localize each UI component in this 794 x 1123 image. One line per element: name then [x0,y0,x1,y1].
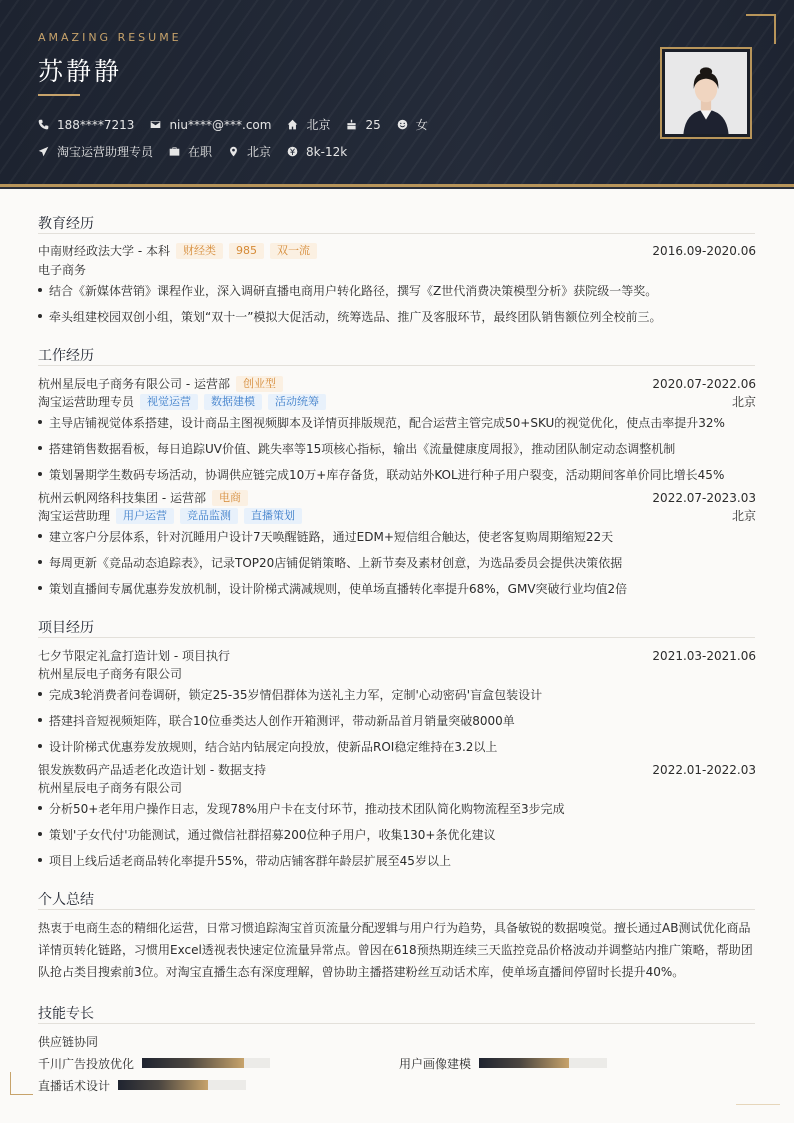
section-divider [38,637,755,638]
section-divider [38,909,755,910]
salary-value: 8k-12k [306,144,348,159]
section-divider [38,365,755,366]
skill-name: 直播话术设计 [38,1079,111,1093]
salary-info [287,145,347,159]
job-row [38,143,363,160]
candidate-name: 苏静静 [38,57,123,86]
role-tag: 用户运营 [116,508,174,524]
project-org: 杭州星辰电子商务有限公司 [38,781,183,795]
role-tag: 视觉运营 [140,394,198,410]
summary-line: 详情页转化链路，习惯用Excel透视表快速定位流量异常点。曾因在618预热期连续三天监控竞品价格波动并调整站内推广策略，帮助团 [38,943,753,957]
skill-bar-fill [118,1080,208,1090]
gender-info [397,116,428,133]
project-dates: 2022.01-2022.03 [652,762,756,777]
home-info [287,116,330,133]
phone-info [38,118,134,132]
list-item: 搭建销售数据看板，每日追踪UV价值、跳失率等15项核心指标，输出《流量健康度周报》，推动团队制定动态调整机制 [38,440,756,457]
project-header [38,647,756,664]
section-title-projects: 项目经历 [38,620,94,636]
list-item: 完成3轮消费者问卷调研，锁定25-35岁情侣群体为送礼主力军，定制'心动密码'盲盒包装设计 [38,686,756,703]
project-dates: 2021.03-2021.06 [652,648,756,663]
list-item: 策划'子女代付'功能测试，通过微信社群招募200位种子用户，收集130+条优化建议 [38,826,756,843]
list-item: 每周更新《竞品动态追踪表》，记录TOP20店铺促销策略、上新节奏及素材创意，为选品委员会提供决策依据 [38,554,756,571]
skill-bar [479,1058,607,1068]
resume-tagline: AMAZING RESUME [38,31,182,44]
phone-value: 188****7213 [57,117,135,132]
role-tag: 数据建模 [204,394,262,410]
briefcase-icon [169,146,180,157]
section-title-summary: 个人总结 [38,892,94,908]
major-row [38,261,756,278]
summary-line: 热衷于电商生态的精细化运营，日常习惯追踪淘宝首页流量分配逻辑与用户行为趋势，具备敏锐的数据嗅觉。擅长通过AB测试优化商品 [38,921,751,935]
list-item: 策划暑期学生数码专场活动，协调供应链完成10万+库存备货，联动站外KOL进行种子用户裂变，活动期间客单价同比增长45% [38,466,756,483]
smile-icon [397,119,408,130]
home-value: 北京 [306,118,331,132]
summary-paragraph [38,917,756,983]
name-underline [38,94,80,96]
list-item: 策划直播间专属优惠券发放机制，设计阶梯式满减规则，使单场直播转化率提升68%，GMV突破行业均值2倍 [38,580,756,597]
school-name: 中南财经政法大学 - 本科 [38,244,170,258]
section-title-skills: 技能专长 [38,1006,94,1022]
section-divider [38,1023,755,1024]
skill-bar [118,1080,246,1090]
role-row [38,507,756,524]
skill-name: 千川广告投放优化 [38,1057,135,1071]
list-item: 项目上线后适老商品转化率提升55%，带动店铺客群年龄层扩展至45岁以上 [38,852,756,869]
section-title-work: 工作经历 [38,348,94,364]
email-value: niu****@***.com [169,117,272,132]
contact-row [38,116,444,133]
role-name: 淘宝运营助理 [38,509,111,523]
company-tag: 电商 [212,490,248,506]
role-tag: 活动统筹 [268,394,326,410]
section-title-education: 教育经历 [38,216,94,232]
mail-icon [150,119,161,130]
age-value: 25 [365,117,381,132]
home-icon [287,119,298,130]
age-info [346,118,380,132]
job-header [38,489,756,506]
avatar [660,47,752,139]
project-org: 杭州星辰电子商务有限公司 [38,667,183,681]
send-icon [38,146,49,157]
job-dates: 2020.07-2022.06 [652,376,756,391]
location-value: 北京 [247,145,272,159]
job-value: 淘宝运营助理专员 [57,145,154,159]
location-info [228,143,271,160]
job-header [38,375,756,392]
status-info [169,143,212,160]
project-org-row [38,665,756,682]
coin-icon [287,146,298,157]
corner-ornament [746,14,776,44]
skill-bar-fill [142,1058,244,1068]
list-item: 设计阶梯式优惠券发放规则，结合站内钻展定向投放，使新品ROI稳定维持在3.2以上 [38,738,756,755]
company-tag: 创业型 [236,376,283,392]
map-pin-icon [228,146,239,157]
major-name: 电子商务 [38,263,87,277]
list-item: 建立客户分层体系，针对沉睡用户设计7天唤醒链路，通过EDM+短信组合触达，使老客复购周期缩短22天 [38,528,756,545]
email-info [150,118,271,132]
corner-ornament [10,1072,33,1095]
cake-icon [346,119,357,130]
list-item: 主导店铺视觉体系搭建，设计商品主图视频脚本及详情页排版规范，配合运营主管完成50+SKU的视觉优化，使点击率提升32% [38,414,756,431]
job-info [38,143,153,160]
header-dark-rule [0,187,794,189]
school-tag: 985 [229,243,264,259]
school-tag: 财经类 [176,243,223,259]
job-dates: 2022.07-2023.03 [652,490,756,505]
skill-bar-fill [479,1058,569,1068]
project-name: 银发族数码产品适老化改造计划 - 数据支持 [38,763,266,777]
skill-name: 供应链协同 [38,1035,99,1049]
section-divider [38,233,755,234]
job-city: 北京 [731,395,756,409]
list-item: 牵头组建校园双创小组，策划“双十一”模拟大促活动，统筹选品、推广及客服环节，最终团队销售额位列全校前三。 [38,308,756,325]
role-tag: 竞品监测 [180,508,238,524]
role-tag: 直播策划 [244,508,302,524]
education-dates: 2016.09-2020.06 [652,243,756,258]
skill-bar [142,1058,270,1068]
project-header [38,761,756,778]
summary-line: 队抢占类目搜索前3位。对淘宝直播生态有深度理解，曾协助主播搭建粉丝互动话术库，使单场直播间停留时长提升40%。 [38,965,685,979]
company-name: 杭州星辰电子商务有限公司 - 运营部 [38,377,230,391]
project-name: 七夕节限定礼盒打造计划 - 项目执行 [38,649,230,663]
company-name: 杭州云帆网络科技集团 - 运营部 [38,491,206,505]
status-value: 在职 [188,145,213,159]
school-tag: 双一流 [270,243,317,259]
list-item: 分析50+老年用户操作日志，发现78%用户卡在支付环节，推动技术团队简化购物流程至3步完成 [38,800,756,817]
job-city: 北京 [731,509,756,523]
corner-ornament [736,1104,780,1105]
project-org-row [38,779,756,796]
education-header [38,242,756,259]
resume-header [0,0,794,184]
role-name: 淘宝运营助理专员 [38,395,135,409]
list-item: 搭建抖音短视频矩阵，联合10位垂类达人创作开箱测评，带动新品首月销量突破8000单 [38,712,756,729]
list-item: 结合《新媒体营销》课程作业，深入调研直播电商用户转化路径，撰写《Z世代消费决策模型分析》获院级一等奖。 [38,282,756,299]
gender-value: 女 [415,118,428,132]
skill-name: 用户画像建模 [399,1057,472,1071]
role-row [38,393,756,410]
phone-icon [38,119,49,130]
